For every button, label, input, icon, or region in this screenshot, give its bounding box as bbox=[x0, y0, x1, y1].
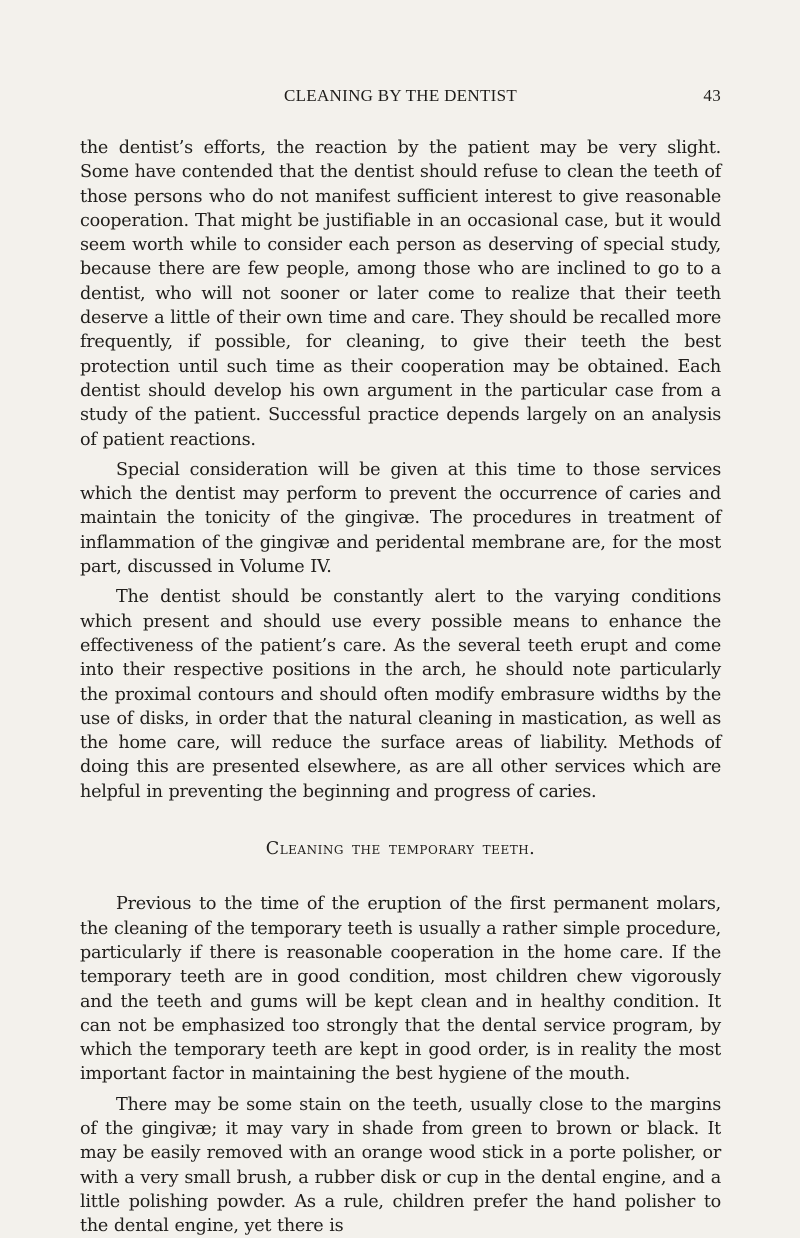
page-number: 43 bbox=[703, 86, 721, 105]
section-heading: Cleaning the temporary teeth. bbox=[265, 839, 536, 860]
paragraph-continued: the dentist’s efforts, the reaction by the patient may be very slight. Some have contended that the dentist should refuse to clean the teeth of those persons who do not manifest sufficient interest to give reasonable cooperation. That might be justifiable in an occasional case, but it would seem worth while to consider each person as deserving of special study, because there are few people, among those who are inclined to go to a dentist, who will not sooner or later come to realize that their teeth deserve a little of their own time and care. They should be recalled more frequently, if possible, for cleaning, to give their teeth the best protection until such time as their cooperation may be obtained. Each dentist should develop his own argument in the particular case from a study of the patient. Successful practice depends largely on an analysis of patient reactions. bbox=[80, 138, 721, 450]
paragraph: Previous to the time of the eruption of the first permanent molars, the cleaning of the temporary teeth is usually a rather simple procedure, particularly if there is reasonable cooperation in the home care. If the temporary teeth are in good condition, most children chew vigorously and the teeth and gums will be kept clean and in healthy condition. It can not be emphasized too strongly that the dental service program, by which the temporary teeth are kept in good order, is in reality the most important factor in maintaining the best hygiene of the mouth. bbox=[80, 894, 721, 1085]
book-page bbox=[80, 86, 721, 1238]
page-header bbox=[80, 86, 721, 110]
paragraph: There may be some stain on the teeth, usually close to the margins of the gingivæ; it may vary in shade from green to brown or black. It may be easily removed with an orange wood stick in a porte polisher, or with a very small brush, a rubber disk or cup in the dental engine, and a little polishing powder. As a rule, children prefer the hand polisher to the dental engine, yet there is bbox=[80, 1094, 721, 1237]
paragraph: The dentist should be constantly alert to the varying conditions which present and should use every possible means to enhance the effectiveness of the patient’s care. As the several teeth erupt and come into their respective positions in the arch, he should note particularly the proximal contours and should often modify embrasure widths by the use of disks, in order that the natural cleaning in mastication, as well as the home care, will reduce the surface areas of liability. Methods of doing this are presented elsewhere, as are all other services which are helpful in preventing the beginning and progress of caries. bbox=[80, 587, 721, 802]
paragraph: Special consideration will be given at this time to those services which the dentist may perform to prevent the occurrence of caries and maintain the tonicity of the gingivæ. The procedures in treatment of inflammation of the gingivæ and peridental membrane are, for the most part, discussed in Volume IV. bbox=[80, 459, 721, 578]
page-body bbox=[80, 136, 721, 1238]
running-title: CLEANING BY THE DENTIST bbox=[283, 86, 518, 105]
